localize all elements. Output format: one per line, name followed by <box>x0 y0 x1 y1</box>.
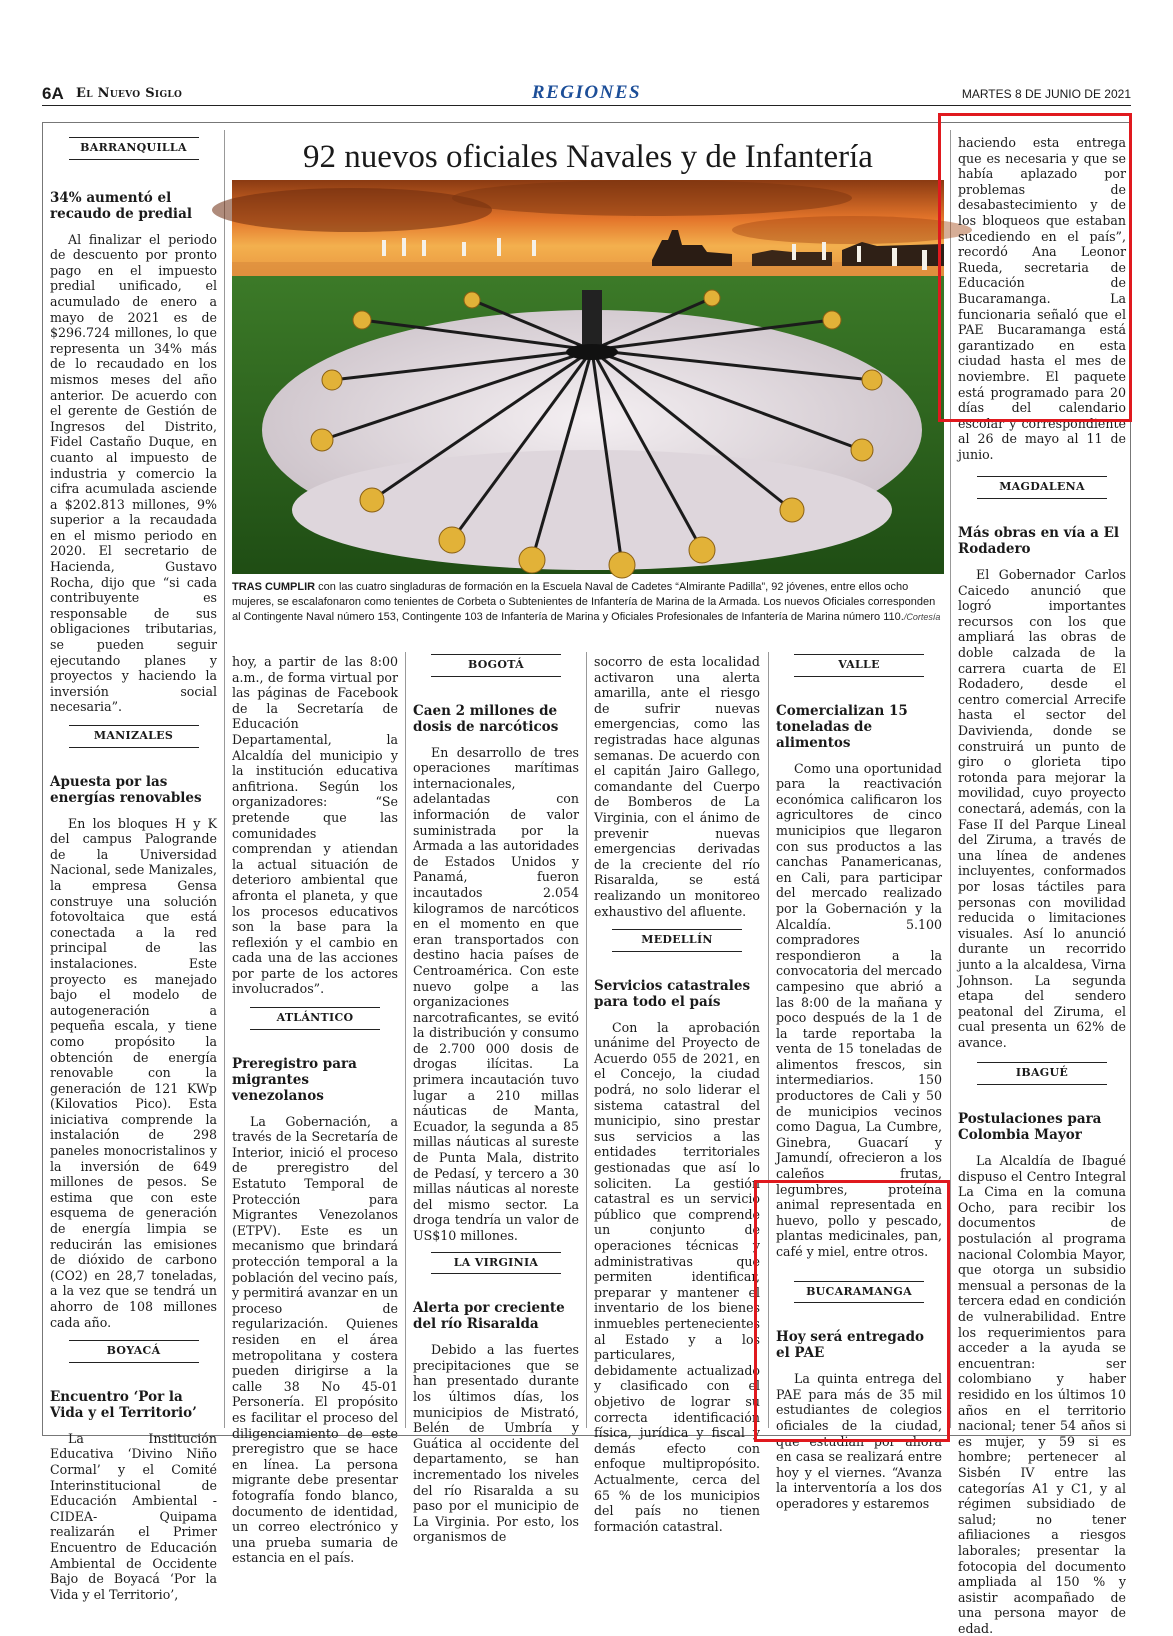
body-medellin: Con la aprobación unánime del Proyecto de Acuerdo 055 de 2021, en el Concejo, la ciudad podrá, no solo liderar el sistema catastral del municipio, sino prestar sus servicios a las entidades territoriales gestionadas que así lo soliciten. La gestión catastral es un servicio público que comprende un conjunto de operaciones técnicas y administrativas que permiten identificar, preparar y mantener el inventario de los bienes inmuebles pertenecientes al Estado y a los particulares, debidamente actualizado y clasificado con el objetivo de lograr su correcta identificación física, jurídica y fiscal y demás efecto con enfoque multipropósito. Actualmente, cerca del 65 % de los municipios del país no tienen formación catastral. <box>594 1019 760 1534</box>
headline-manizales: Apuesta por las energías renovables <box>50 773 202 806</box>
headline-boyaca: Encuentro ‘Por la Vida y el Territorio’ <box>50 1388 197 1421</box>
body-la-virginia: Debido a las fuertes precipitaciones que se han presentado durante los últimos días, los municipios de Mistrató, Belén de Umbría y Guática al occidente del departamento, se han incrementado los niveles del río Risaralda a su paso por el municipio de La Virginia. Por esto, los organismos de <box>413 1342 579 1545</box>
body-ibague: La Alcaldía de Ibagué dispuso el Centro Integral La Cima en la comuna Ocho, para recibir los documentos de postulación al programa nacional Colombia Mayor, que otorga un subsidio mensual a personas de la tercera edad en condición de vulnerabilidad. Entre los requerimientos para acceder a la ayuda se encuentran: ser colombiano y haber residido en los últimos 10 años en el territorio nacional; tener 54 años si es mujer, y 59 si es hombre; pertenecer al Sisbén IV entre las categorías A1 y C1, y al régimen subsidiado de salud; no tener afiliaciones a riesgos laborales; presentar la fotocopia del documento ampliada al 150 % y asistir acompañado de una persona mayor de edad. <box>958 1153 1126 1636</box>
body-boyaca-continued: hoy, a partir de las 8:00 a.m., de forma virtual por las páginas de Facebook de la Secretaría de Educación Departamental, la Alcaldía del municipio y la institución educativa anfitriona. Según los organizadores: “Se pretende que las comunidades comprendan y atiendan la actual situación de deterioro ambiental que afronta el planeta, y que los procesos educativos son la base para la reflexión y el cambio en cada una de las acciones por parte de los actores involucrados”. <box>232 654 398 997</box>
body-barranquilla: Al finalizar el periodo de descuento por pronto pago en el impuesto predial unificado, el acumulado de enero a mayo de 2021 es de $296.724 millones, lo que representa un 34% más de lo recaudado en los mismos meses del año anterior. De acuerdo con el gerente de Gestión de Ingresos del Distrito, Fidel Castaño Duque, en cuanto al impuesto de industria y comercio la cifra acumulada asciende a $202.813 millones, 9% superior a la recaudada en el mismo periodo en 2020. El secretario de Hacienda, Gustavo Rocha, dijo que “si cada contribuyente es responsable de sus obligaciones tributarias, se pueden seguir ejecutando planes y proyectos y haciendo la inversión social necesaria”. <box>50 231 217 715</box>
caption-text: con las cuatro singladuras de formación en la Escuela Naval de Cadetes “Almirante Padilla”, 92 jóvenes, entre ellos ocho mujeres, se escalafonaron como tenientes de Corbeta o Subtenientes de Infantería de Marina de la Armada. Los nuevos Oficiales corresponden al Contingente Naval número 153, Contingente 103 de Infantería de Marina y Oficiales Profesionales de Infantería de Marina número 110. <box>232 581 936 623</box>
masthead <box>42 84 1131 106</box>
headline-atlantico: Preregistro para migrantes venezolanos <box>232 1055 357 1104</box>
headline-magdalena: Más obras en vía a El Rodadero <box>958 525 1119 558</box>
headline-la-virginia: Alerta por creciente del río Risaralda <box>413 1300 565 1333</box>
body-bucaramanga: La quinta entrega del PAE para más de 35 mil estudiantes de colegios oficiales de la ciudad, que estudian por ahora en casa se realizará entre hoy y el viernes. “Avanza la interventoría a los dos operadores y estaremos <box>776 1371 942 1511</box>
section-kicker-manizales: MANIZALES <box>69 725 199 748</box>
column-4 <box>594 654 760 1534</box>
feature-photo <box>232 180 944 574</box>
feature-title: 92 nuevos oficiales Navales y de Infantería <box>303 139 873 175</box>
body-boyaca: La Institución Educativa ‘Divino Niño Cormal’ y el Comité Interinstitucional de Educación Ambiental -CIDEA- Quipama realizarán el Primer Encuentro de Educación Ambiental de Occidente Bajo de Boyacá ‘Por la Vida y el Territorio’, <box>50 1430 217 1602</box>
column-left <box>50 137 217 1602</box>
headline-bogota: Caen 2 millones de dosis de narcóticos <box>413 702 559 735</box>
paper-name: El Nuevo Siglo <box>76 86 183 101</box>
section-kicker-ibague: IBAGUÉ <box>977 1062 1107 1085</box>
headline-medellin: Servicios catastrales para todo el país <box>594 977 751 1010</box>
section-kicker-magdalena: MAGDALENA <box>977 476 1107 499</box>
caption-credit: /Cortesía <box>903 612 941 622</box>
section-name: REGIONES <box>531 82 642 103</box>
naval-ceremony-image <box>232 180 944 574</box>
body-atlantico: La Gobernación, a través de la Secretaría de Interior, inició el proceso de preregistro del Estatuto Temporal de Protección para Migrantes Venezolanos (ETPV). Este es un mecanismo que brindará protección temporal a la población del vecino país, y permitirá avanzar en un proceso de regularización. Quienes residen en el área metropolitana y costera pueden dirigirse a la calle 38 No 45-01 Personería. El propósito es facilitar el proceso del diligenciamiento de este preregistro que se hace en línea. La persona migrante debe presentar fotografía fondo blanco, documento de identidad, un correo electrónico y una prueba sumaria de estancia en el país. <box>232 1113 398 1566</box>
caption-lead: TRAS CUMPLIR <box>232 581 316 593</box>
section-kicker-barranquilla: BARRANQUILLA <box>69 137 199 160</box>
column-rule <box>405 652 406 1428</box>
section-kicker-la-virginia: LA VIRGINIA <box>431 1252 561 1275</box>
headline-barranquilla: 34% aumentó el recaudo de predial <box>50 189 192 222</box>
section-kicker-medellin: MEDELLÍN <box>612 929 742 952</box>
headline-bucaramanga: Hoy será entregado el PAE <box>776 1329 925 1362</box>
page-number: 6A <box>42 84 64 103</box>
section-kicker-atlantico: ATLÁNTICO <box>250 1007 380 1030</box>
headline-valle: Comercializan 15 toneladas de alimentos <box>776 702 908 751</box>
section-kicker-bucaramanga: BUCARAMANGA <box>794 1281 924 1304</box>
photo-caption <box>232 580 944 625</box>
body-manizales: En los bloques H y K del campus Palogrande de la Universidad Nacional, sede Manizales, la empresa Gensa construye una solución fotovoltaica que está conectada a la red principal de las instalaciones. Este proyecto es manejado bajo el modelo de autogeneración a pequeña escala, y tiene como propósito la obtención de energía renovable con la generación de 121 KWp (Kilovatios Pico). Esta iniciativa comprende la instalación de 298 paneles monocristalinos y la inversión de 649 millones de pesos. Se estima que con este esquema de generación de energía limpia se reducirán las emisiones de dióxido de carbono (CO2) en 28,7 toneladas, a la vez que se tendrá un ahorro de 108 millones cada año. <box>50 815 217 1330</box>
body-la-virginia-continued: socorro de esta localidad activaron una alerta amarilla, ante el riesgo de sufrir nuevas emergencias, como las registradas hace algunas semanas. De acuerdo con el capitán Jairo Gallego, comandante del Cuerpo de Bomberos de La Virginia, con el ánimo de prevenir nuevas emergencias derivadas de la creciente del río Risaralda, se está realizando un monitoreo exhaustivo del afluente. <box>594 654 760 919</box>
column-3 <box>413 654 579 1545</box>
body-valle: Como una oportunidad para la reactivación económica calificaron los agricultores de cinco municipios que llegaron con sus productos a las canchas Panamericanas, en Cali, para participar del mercado realizado por la Gobernación y la Alcaldía. 5.100 compradores respondieron a la convocatoria del mercado campesino que abrió a las 8:00 de la mañana y poco después de la 1 de la tarde reportaba la venta de 15 toneladas de alimentos frescos, sin intermediarios. 150 productores de Cali y 50 de municipios vecinos como Dagua, La Cumbre, Ginebra, Guacarí y Jamundí, ofrecieron a los caleños frutas, legumbres, proteína animal representada en huevo, pollo y pescado, plantas medicinales, pan, café y miel, entre otros. <box>776 760 942 1259</box>
highlight-box-top-right <box>938 113 1132 422</box>
issue-date: MARTES 8 DE JUNIO DE 2021 <box>961 87 1131 101</box>
body-bogota: En desarrollo de tres operaciones marítimas internacionales, adelantadas con información de valor suministrada por la Armada a las autoridades de Estados Unidos y Panamá, fueron incautados 2.054 kilogramos de narcóticos en el momento en que eran transportados con destino hacia países de Centroamérica. Con este nuevo golpe a las organizaciones narcotraficantes, se evitó la distribución y consumo de 2.700 000 dosis de drogas ilícitas. La primera incautación tuvo lugar a 210 millas náuticas de Manta, Ecuador, la segunda a 85 millas náuticas al sureste de Punta Mala, distrito de Pedasí, y tercero a 30 millas náuticas al noreste del mismo sector. La droga tendría un valor de US$10 millones. <box>413 744 579 1243</box>
column-2 <box>232 654 398 1566</box>
column-rule <box>586 652 587 1428</box>
section-kicker-boyaca: BOYACÁ <box>69 1340 199 1363</box>
body-magdalena: El Gobernador Carlos Caicedo anunció que logró importantes recursos con los que ampliará las obras de doble calzada de la carrera cuarta de El Rodadero, desde el centro comercial Arrecife hasta el sector del Davivienda, donde se construirá un punto de giro o glorieta tipo rotonda para mejorar la movilidad, cuyo proyecto conectará, además, con la Fase II del Parque Lineal del Ziruma, a través de una línea de andenes incluyentes, conformados por losas táctiles para personas con movilidad reducida o limitaciones visuales. Así lo anunció durante un recorrido junto a la alcaldesa, Virna Johnson. La segunda etapa del sendero peatonal del Ziruma, el cual presenta un 62% de avance. <box>958 567 1126 1050</box>
section-kicker-bogota: BOGOTÁ <box>431 654 561 677</box>
body-bucaramanga-continued: haciendo esta entrega que es necesaria y que se había aplazado por problemas de desabastecimiento y de los bloqueos que estaban sucediendo en el país”, recordó Ana Leonor Rueda, secretaria de Educación de Bucaramanga. La funcionaria señaló que el PAE Bucaramanga está garantizado en esta ciudad hasta el mes de noviembre. El paquete está programado para 20 días del calendario escolar y correspondiente al 26 de mayo al 11 de junio. <box>958 135 1126 462</box>
section-kicker-valle: VALLE <box>794 654 924 677</box>
headline-ibague: Postulaciones para Colombia Mayor <box>958 1111 1102 1144</box>
column-rule <box>224 130 225 1428</box>
highlight-box-bucaramanga <box>754 1180 950 1442</box>
